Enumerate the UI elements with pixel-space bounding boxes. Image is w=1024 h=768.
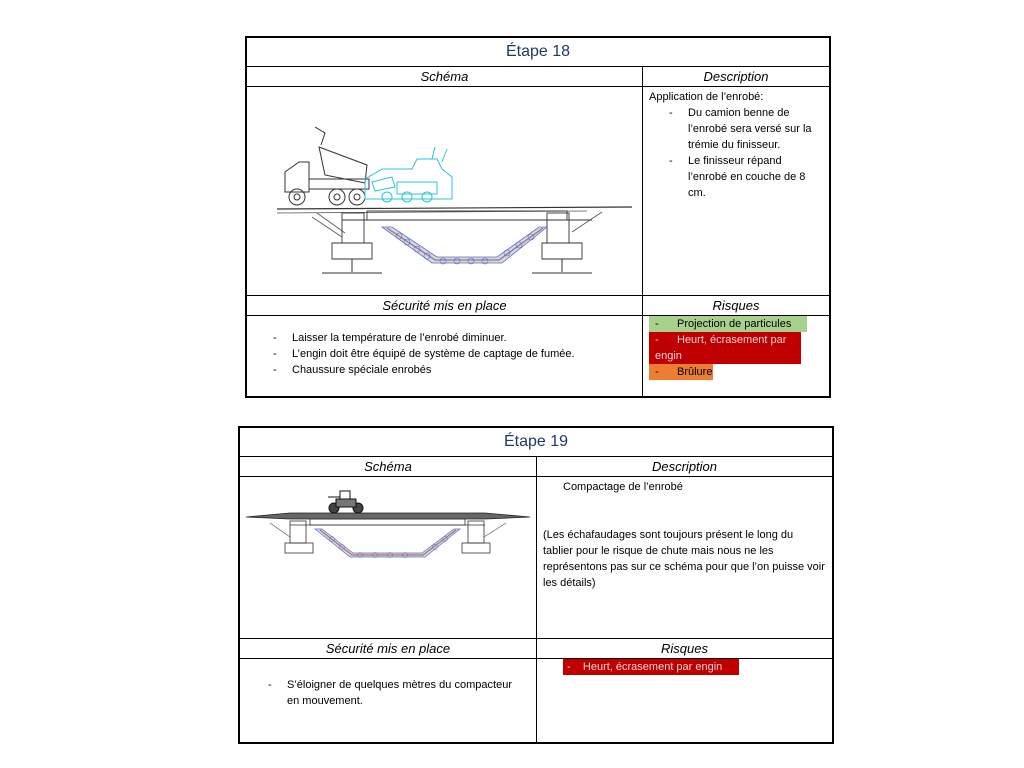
schema-cell [240,477,537,639]
safety-item: - Laisser la température de l’enrobé diminuer. [292,330,642,346]
risks-cell [537,659,833,743]
description-header: Description [643,67,830,87]
risks-cell [643,316,830,397]
description-header: Description [537,457,833,477]
schema-cell [247,87,643,296]
safety-header: Sécurité mis en place [247,296,643,316]
description-item: - Du camion benne de l’enrobé sera versé sur la trémie du finisseur. [688,105,823,153]
description-item: - Le finisseur répand l’enrobé en couche de 8 cm. [688,153,823,201]
paver-drawing [365,147,452,202]
step-18-table [245,36,831,398]
risk-item: - Heurt, écrasement par engin [649,332,801,364]
compaction-diagram [240,477,535,633]
description-intro: Compactage de l’enrobé [563,481,683,493]
safety-item: - Chaussure spéciale enrobés [292,362,642,378]
step-19-table [238,426,834,744]
paving-diagram [247,87,641,290]
description-cell [643,87,830,296]
risk-item: - Brûlure [649,364,713,380]
description-note: (Les échafaudages sont toujours présent le long du tablier pour le risque de chute mais nous ne les représentons pas sur ce schéma pour que l’on puisse voir les détails) [543,529,825,589]
compactor-drawing [328,491,363,513]
description-intro: Application de l’enrobé: [649,91,764,103]
step-title: Étape 18 [247,38,830,67]
dump-truck-drawing [285,127,369,205]
risk-item: - Projection de particules [649,316,807,332]
safety-cell [247,316,643,397]
risk-item: - Heurt, écrasement par engin [563,659,739,675]
risks-header: Risques [643,296,830,316]
safety-item: - S’éloigner de quelques mètres du compacteur en mouvement. [287,677,512,709]
step-title: Étape 19 [240,428,833,457]
safety-header: Sécurité mis en place [240,639,537,659]
risks-header: Risques [537,639,833,659]
safety-cell [240,659,537,743]
safety-item: - L’engin doit être équipé de système de captage de fumée. [292,346,642,362]
schema-header: Schéma [240,457,537,477]
description-cell [537,477,833,639]
schema-header: Schéma [247,67,643,87]
